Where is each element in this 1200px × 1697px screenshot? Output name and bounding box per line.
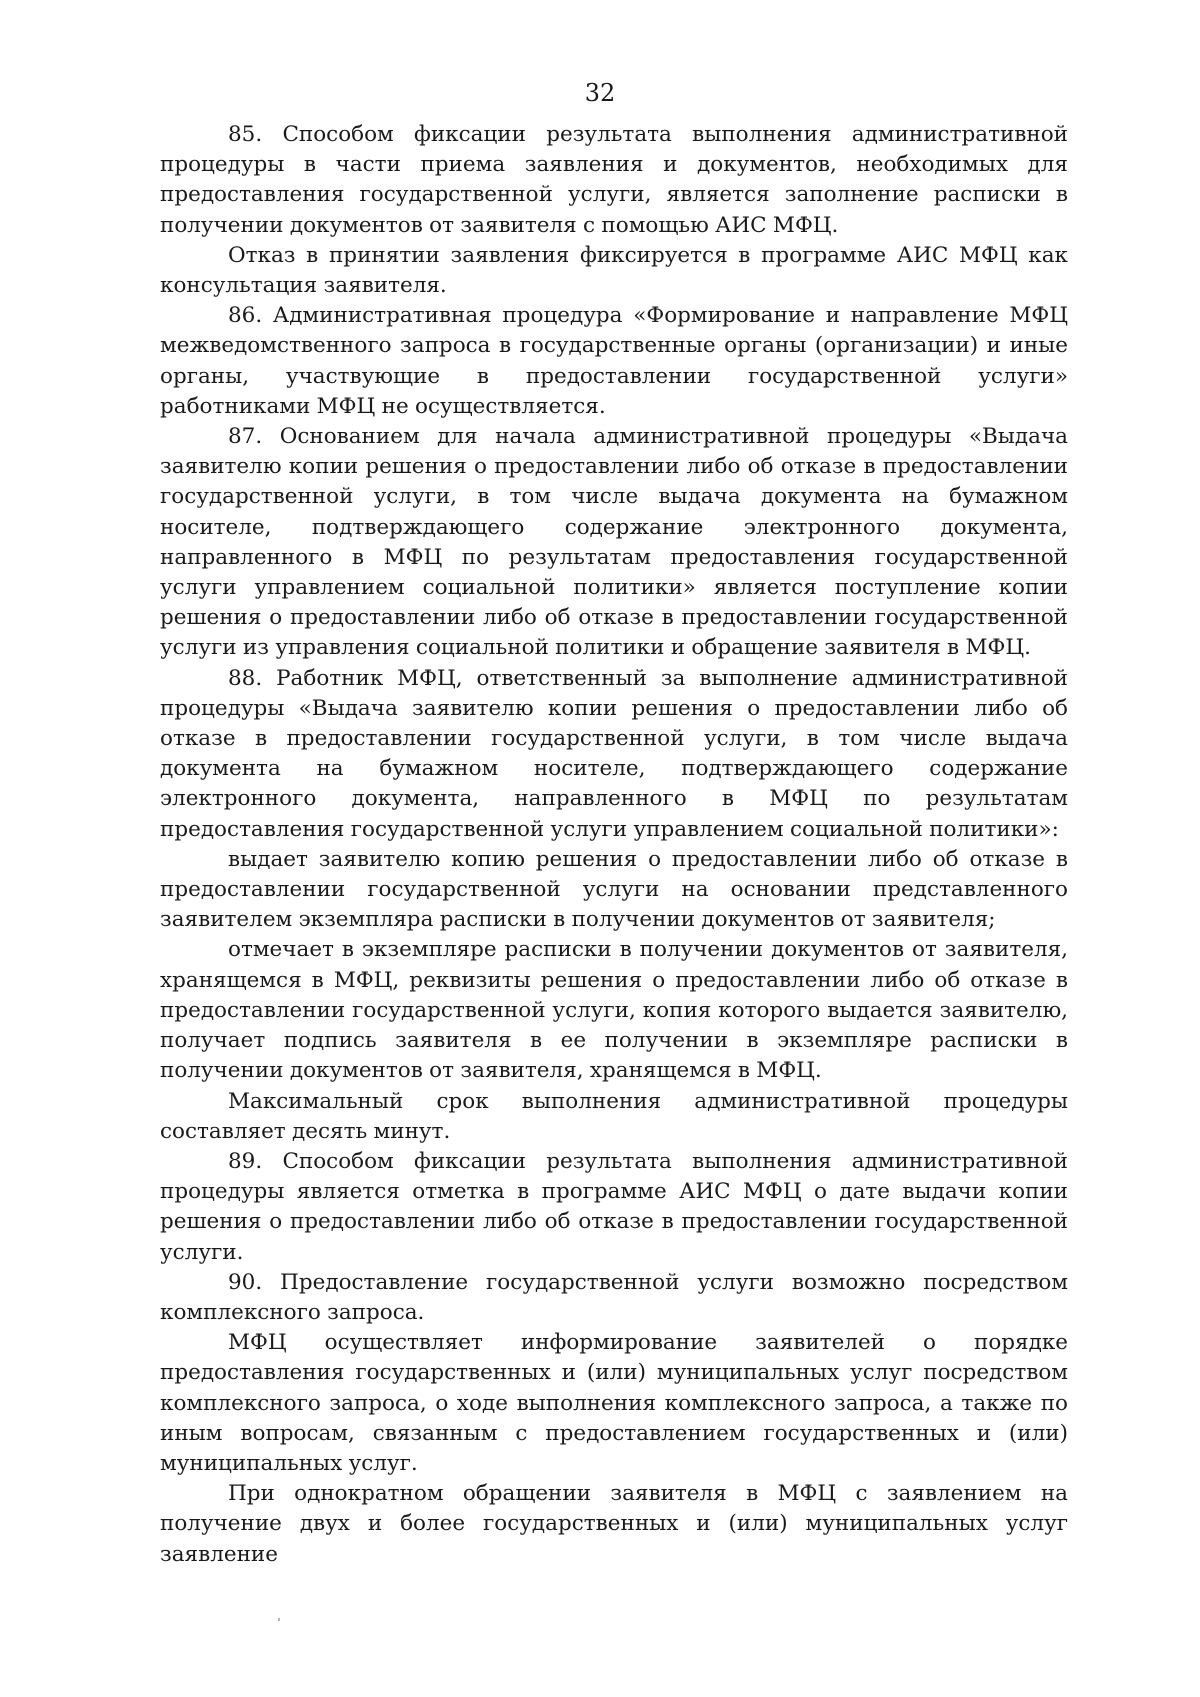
paragraph-90-single-request: При однократном обращении заявителя в МФЦ с заявлением на получение двух и более государственных и (или) муниципальных услуг заявление [160,1481,1068,1567]
paragraph-86: 86. Административная процедура «Формирование и направление МФЦ межведомственного запроса в государственные органы (организации) и иные органы, участвующие в предоставлении государственной услуги» работниками МФЦ не осуществляется. [160,303,1068,419]
paragraph-88-issues-copy: выдает заявителю копию решения о предоставлении либо об отказе в предоставлении государственной услуги на основании представленного заявителем экземпляра расписки в получении документов от заявителя; [160,846,1068,933]
paragraph-88: 88. Работник МФЦ, ответственный за выполнение административной процедуры «Выдача заявителю копии решения о предоставлении либо об отказе в предоставлении государственной услуги, в том числе выдача документа на бумажном носителе, подтверждающего содержание электронного документа, направленного в МФЦ по результатам предоставления государственной услуги управлением социальной политики»: [160,665,1068,842]
page-number: 32 [584,79,616,107]
scan-speck [278,1618,280,1621]
paragraph-85-refusal: Отказ в принятии заявления фиксируется в программе АИС МФЦ как консультация заявителя. [160,242,1068,299]
paragraph-90: 90. Предоставление государственной услуги возможно посредством комплексного запроса. [160,1269,1068,1325]
document-body [160,120,1068,1570]
paragraph-87: 87. Основанием для начала административной процедуры «Выдача заявителю копии решения о предоставлении либо об отказе в предоставлении государственной услуги, в том числе выдача документа на бумажном носителе, подтверждающего содержание электронного документа, направленного в МФЦ по результатам предоставления государственной услуги управлением социальной политики» является поступление копии решения о предоставлении либо об отказе в предоставлении государственной услуги из управления социальной политики и обращение заявителя в МФЦ. [160,424,1068,661]
paragraph-89: 89. Способом фиксации результата выполнения административной процедуры является отметка в программе АИС МФЦ о дате выдачи копии решения о предоставлении либо об отказе в предоставлении государственной услуги. [160,1148,1068,1265]
paragraph-90-informing: МФЦ осуществляет информирование заявителей о порядке предоставления государственных и (или) муниципальных услуг посредством комплексного запроса, о ходе выполнения комплексного запроса, а также по иным вопросам, связанным с предоставлением государственных и (или) муниципальных услуг. [160,1330,1068,1476]
paragraph-88-max-duration: Максимальный срок выполнения административной процедуры составляет десять минут. [160,1088,1068,1144]
paragraph-85: 85. Способом фиксации результата выполнения административной процедуры в части приема заявления и документов, необходимых для предоставления государственной услуги, является заполнение расписки в получении документов от заявителя с помощью АИС МФЦ. [160,122,1068,238]
paragraph-88-records-details: отмечает в экземпляре расписки в получении документов от заявителя, хранящемся в МФЦ, реквизиты решения о предоставлении либо об отказе в предоставлении государственной услуги, копия которого выдается заявителю, получает подпись заявителя в ее получении в экземпляре расписки в получении документов от заявителя, хранящемся в МФЦ. [160,937,1068,1084]
